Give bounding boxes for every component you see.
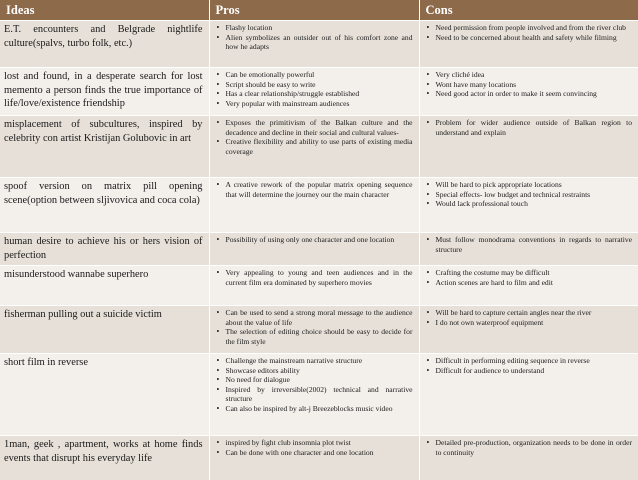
pros-list [216,180,413,199]
pros-list [216,118,413,156]
table-row [0,436,638,480]
cons-cell [419,233,638,266]
con-item: • I do not own waterproof equipment [436,318,633,328]
con-item: • Will be hard to pick appropriate locations [436,180,633,190]
cons-cell [419,178,638,233]
pro-item: • Creative flexibility and ability to use parts of existing media coverage [226,137,413,156]
pro-item: • Can also be inspired by alt-j Breezeblocks music video [226,404,413,414]
con-item: • Wont have many locations [436,80,633,90]
con-item: • Special effects- low budget and technical restraints [436,190,633,200]
pro-item: • A creative rework of the popular matrix opening sequence that will determine the journey our the main character [226,180,413,199]
cons-list [426,308,633,327]
pros-list [216,438,413,457]
con-item: • Action scenes are hard to film and edit [436,278,633,288]
pros-list [216,23,413,52]
pros-cell [209,116,419,178]
table-body [0,21,638,480]
table-row [0,116,638,178]
table-row [0,266,638,306]
idea-cell: E.T. encounters and Belgrade nightlife culture(spalvs, turbo folk, etc.) [0,21,209,68]
table-row [0,178,638,233]
cons-list [426,356,633,375]
idea-cell: lost and found, in a desperate search for lost memento a person finds the true importance of life/love/existence friendship [0,68,209,116]
pros-list [216,356,413,414]
cons-list [426,23,633,42]
pro-item: • No need for dialogue [226,375,413,385]
con-item: • Need good actor in order to make it seem convincing [436,89,633,99]
con-item: • Difficult for audience to understand [436,366,633,376]
header-pros: Pros [209,0,419,21]
con-item: • Need permission from people involved and from the river club [436,23,633,33]
cons-cell [419,21,638,68]
header-row [0,0,638,21]
table-row [0,233,638,266]
cons-list [426,268,633,287]
pro-item: • Can be emotionally powerful [226,70,413,80]
cons-list [426,70,633,99]
idea-cell: misunderstood wannabe superhero [0,266,209,306]
con-item: • Will be hard to capture certain angles near the river [436,308,633,318]
pros-list [216,70,413,108]
pros-list [216,308,413,346]
con-item: • Would lack professional touch [436,199,633,209]
pros-cell [209,266,419,306]
con-item: • Crafting the costume may be difficult [436,268,633,278]
pro-item: • Has a clear relationship/struggle established [226,89,413,99]
cons-list [426,180,633,209]
pro-item: • Script should be easy to write [226,80,413,90]
pro-item: • The selection of editing choice should be easy to decide for the film style [226,327,413,346]
cons-list [426,438,633,457]
pros-cell [209,233,419,266]
cons-cell [419,436,638,480]
idea-cell: misplacement of subcultures, inspired by celebrity con artist Kristijan Golubovic in art [0,116,209,178]
idea-cell: fisherman pulling out a suicide victim [0,306,209,354]
pros-cell [209,178,419,233]
pros-cell [209,354,419,436]
con-item: • Difficult in performing editing sequence in reverse [436,356,633,366]
idea-cell: short film in reverse [0,354,209,436]
idea-cell: human desire to achieve his or hers vision of perfection [0,233,209,266]
pro-item: • Alien symbolizes an outsider out of his comfort zone and how he adapts [226,33,413,52]
pro-item: • inspired by fight club insomnia plot twist [226,438,413,448]
cons-cell [419,116,638,178]
pro-item: • Challenge the mainstream narrative structure [226,356,413,366]
cons-cell [419,306,638,354]
table-row [0,68,638,116]
table-row [0,21,638,68]
pro-item: • Exposes the primitivism of the Balkan culture and the decadence and decline in their social and cultural values- [226,118,413,137]
pro-item: • Very appealing to young and teen audiences and in the current film era dominated by superhero movies [226,268,413,287]
idea-cell: spoof version on matrix pill opening scene(option between sljivovica and coca cola) [0,178,209,233]
pro-item: • Very popular with mainstream audiences [226,99,413,109]
header-ideas: Ideas [0,0,209,21]
pro-item: • Inspired by irreversible(2002) technical and narrative structure [226,385,413,404]
cons-cell [419,68,638,116]
pro-item: • Showcase editors ability [226,366,413,376]
pro-item: • Can be done with one character and one location [226,448,413,458]
cons-cell [419,354,638,436]
pro-item: • Flashy location [226,23,413,33]
con-item: • Problem for wider audience outside of Balkan region to understand and explain [436,118,633,137]
pro-item: • Possibility of using only one character and one location [226,235,413,245]
cons-cell [419,266,638,306]
con-item: • Must follow monodrama conventions in regards to narrative structure [436,235,633,254]
pros-list [216,235,413,245]
pros-cell [209,68,419,116]
pro-item: • Can be used to send a strong moral message to the audience about the value of life [226,308,413,327]
con-item: • Detailed pre-production, organization needs to be done in order to continuity [436,438,633,457]
pros-cell [209,436,419,480]
table-row [0,354,638,436]
table-row [0,306,638,354]
idea-cell: 1man, geek , apartment, works at home finds events that disrupt his everyday life [0,436,209,480]
header-cons: Cons [419,0,638,21]
con-item: • Need to be concerned about health and safety while filming [436,33,633,43]
pros-cell [209,21,419,68]
cons-list [426,118,633,137]
cons-list [426,235,633,254]
con-item: • Very cliché idea [436,70,633,80]
pros-cell [209,306,419,354]
pros-list [216,268,413,287]
